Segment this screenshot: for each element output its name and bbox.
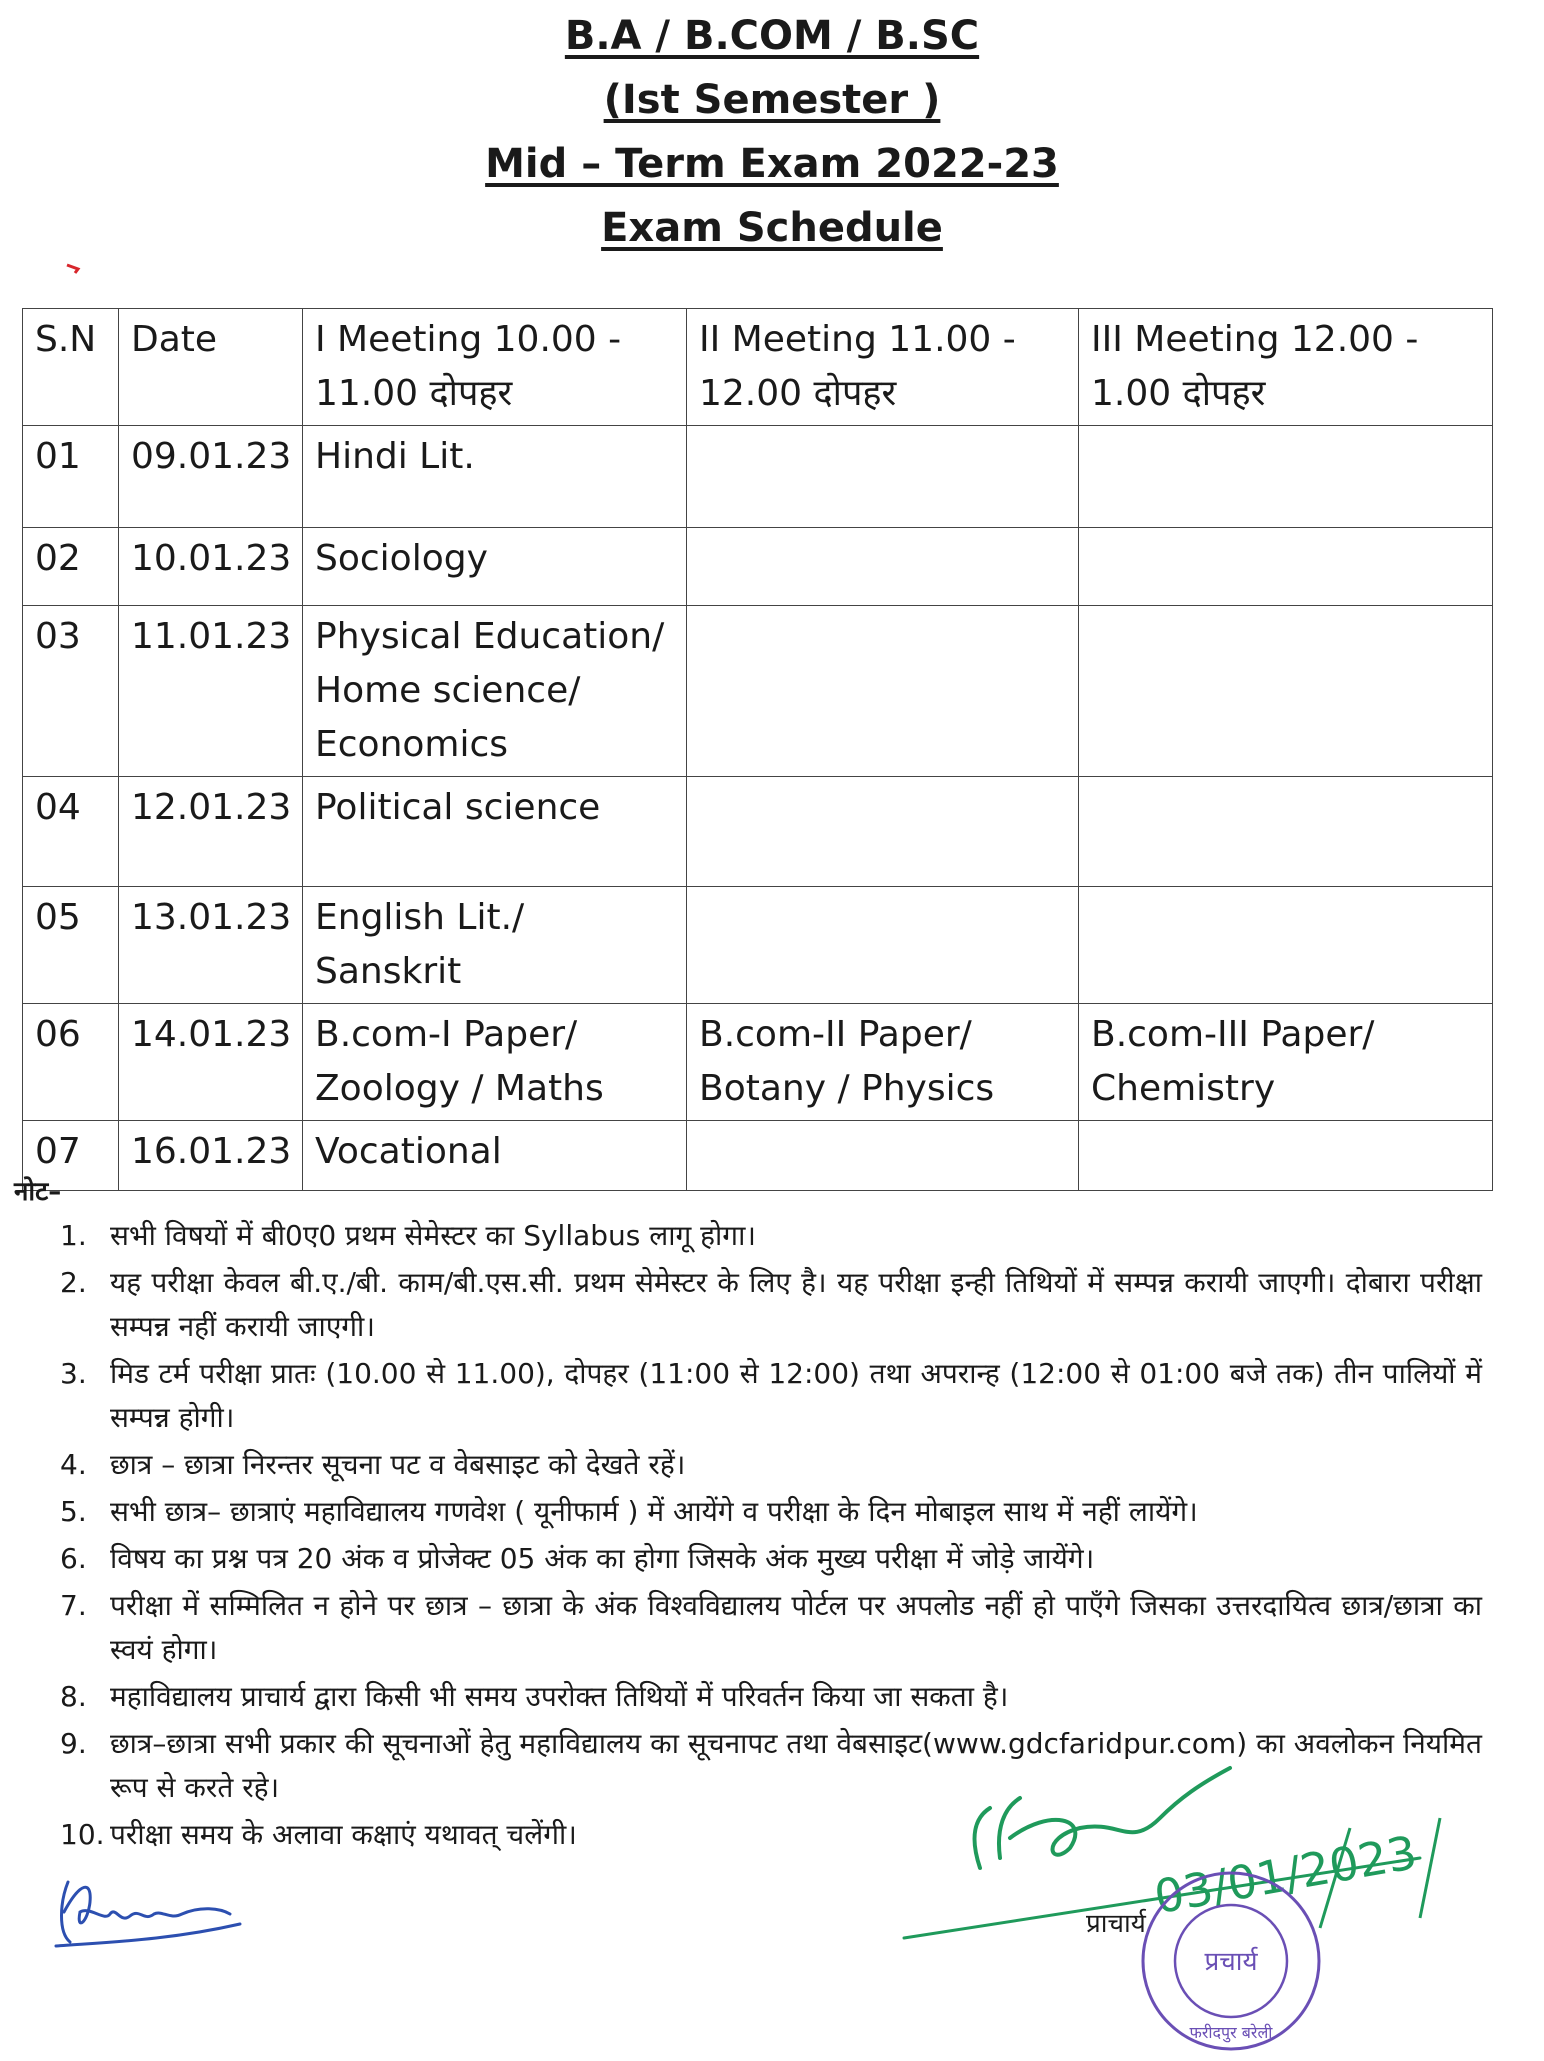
note-text: छात्र – छात्रा निरन्तर सूचना पट व वेबसाइट को देखते रहें। <box>110 1448 686 1481</box>
heading-exam: Mid – Term Exam 2022-23 <box>485 141 1059 187</box>
list-item <box>60 1443 1482 1487</box>
stamp-ring-text: फरीदपुर बरेली <box>1189 2023 1273 2042</box>
note-number: 10. <box>60 1818 105 1851</box>
cell-meeting-1: Political science <box>303 777 687 887</box>
table-row <box>23 426 1493 528</box>
note-number: 7. <box>60 1589 87 1622</box>
note-number: 4. <box>60 1448 87 1481</box>
note-number: 5. <box>60 1495 87 1528</box>
notes-title: नोट– <box>14 1177 62 1207</box>
cell-sn: 07 <box>23 1121 119 1191</box>
cell-meeting-2 <box>687 426 1079 528</box>
cell-meeting-1: Hindi Lit. <box>303 426 687 528</box>
cell-sn: 03 <box>23 606 119 777</box>
cell-sn: 05 <box>23 887 119 1004</box>
cell-meeting-3: B.com-III Paper/ Chemistry <box>1079 1004 1493 1121</box>
cell-meeting-3 <box>1079 777 1493 887</box>
table-row <box>23 887 1493 1004</box>
cell-sn: 01 <box>23 426 119 528</box>
table-row <box>23 1121 1493 1191</box>
cell-meeting-2 <box>687 887 1079 1004</box>
table-row <box>23 777 1493 887</box>
cell-sn: 06 <box>23 1004 119 1121</box>
cell-meeting-2: B.com-II Paper/ Botany / Physics <box>687 1004 1079 1121</box>
cell-date: 16.01.23 <box>119 1121 303 1191</box>
cell-meeting-2 <box>687 1121 1079 1191</box>
cell-meeting-2 <box>687 606 1079 777</box>
stamp-center-text: प्रचार्य <box>1204 1947 1258 1977</box>
cell-date: 13.01.23 <box>119 887 303 1004</box>
document-heading <box>0 4 1544 260</box>
note-number: 6. <box>60 1542 87 1575</box>
note-text: सभी विषयों में बी0ए0 प्रथम सेमेस्टर का Syllabus लागू होगा। <box>110 1219 756 1252</box>
cell-meeting-2 <box>687 777 1079 887</box>
list-item <box>60 1584 1482 1672</box>
heading-schedule: Exam Schedule <box>601 205 943 251</box>
list-item <box>60 1537 1482 1581</box>
cell-meeting-3 <box>1079 426 1493 528</box>
note-text: विषय का प्रश्न पत्र 20 अंक व प्रोजेक्ट 05 अंक का होगा जिसके अंक मुख्य परीक्षा में जोड़े जायेंगे। <box>110 1542 1095 1575</box>
note-text: परीक्षा समय के अलावा कक्षाएं यथावत् चलेंगी। <box>110 1818 577 1851</box>
note-text: मिड टर्म परीक्षा प्रातः (10.00 से 11.00), दोपहर (11:00 से 12:00) तथा अपरान्ह (12:00 से 01:00 बजे तक) तीन पालियों में सम्पन्न होगी। <box>110 1357 1482 1434</box>
note-number: 8. <box>60 1680 87 1713</box>
list-item <box>60 1490 1482 1534</box>
principal-label: प्राचार्य <box>1086 1909 1146 1939</box>
cell-meeting-1: B.com-I Paper/ Zoology / Maths <box>303 1004 687 1121</box>
table-row <box>23 1004 1493 1121</box>
note-number: 1. <box>60 1219 87 1252</box>
note-text: सभी छात्र– छात्राएं महाविद्यालय गणवेश ( यूनीफार्म ) में आयेंगे व परीक्षा के दिन मोबाइल साथ में नहीं लायेंगे। <box>110 1495 1198 1528</box>
cell-sn: 04 <box>23 777 119 887</box>
cell-sn: 02 <box>23 528 119 606</box>
cell-meeting-1: Sociology <box>303 528 687 606</box>
cell-date: 09.01.23 <box>119 426 303 528</box>
cell-meeting-1: Physical Education/ Home science/ Economics <box>303 606 687 777</box>
table-header-row <box>23 309 1493 426</box>
cell-meeting-3 <box>1079 1121 1493 1191</box>
note-number: 9. <box>60 1727 87 1760</box>
cell-date: 11.01.23 <box>119 606 303 777</box>
cell-date: 10.01.23 <box>119 528 303 606</box>
column-header-sn: S.N <box>23 309 119 426</box>
cell-meeting-3 <box>1079 528 1493 606</box>
note-number: 3. <box>60 1357 87 1390</box>
cell-date: 12.01.23 <box>119 777 303 887</box>
column-header-meeting-3: III Meeting 12.00 - 1.00 दोपहर <box>1079 309 1493 426</box>
table-row <box>23 528 1493 606</box>
heading-semester: (Ist Semester ) <box>603 77 941 123</box>
list-item <box>60 1214 1482 1258</box>
red-mark <box>66 262 82 280</box>
cell-meeting-1: English Lit./ Sanskrit <box>303 887 687 1004</box>
heading-programs: B.A / B.COM / B.SC <box>564 13 980 59</box>
cell-meeting-1: Vocational <box>303 1121 687 1191</box>
left-signature <box>50 1862 250 1957</box>
note-text: छात्र–छात्रा सभी प्रकार की सूचनाओं हेतु महाविद्यालय का सूचनापट तथा वेबसाइट(www.gdcfaridpur.com) का अवलोकन नियमित रूप से करते रहे। <box>110 1727 1482 1804</box>
cell-meeting-3 <box>1079 606 1493 777</box>
note-text: परीक्षा में सम्मिलित न होने पर छात्र – छात्रा के अंक विश्वविद्यालय पोर्टल पर अपलोड नहीं हो पाएँगे जिसका उत्तरदायित्व छात्र/छात्रा का स्वयं होगा। <box>110 1589 1482 1666</box>
list-item <box>60 1675 1482 1719</box>
cell-meeting-2 <box>687 528 1079 606</box>
note-number: 2. <box>60 1266 87 1299</box>
column-header-meeting-1: I Meeting 10.00 - 11.00 दोपहर <box>303 309 687 426</box>
college-stamp <box>1136 1866 1326 2061</box>
column-header-date: Date <box>119 309 303 426</box>
cell-date: 14.01.23 <box>119 1004 303 1121</box>
list-item <box>60 1261 1482 1349</box>
note-text: महाविद्यालय प्राचार्य द्वारा किसी भी समय उपरोक्त तिथियों में परिवर्तन किया जा सकता है। <box>110 1680 1009 1713</box>
cell-meeting-3 <box>1079 887 1493 1004</box>
exam-schedule-table <box>22 308 1493 1191</box>
note-text: यह परीक्षा केवल बी.ए./बी. काम/बी.एस.सी. प्रथम सेमेस्टर के लिए है। यह परीक्षा इन्ही तिथियों में सम्पन्न करायी जाएगी। दोबारा परीक्षा सम्पन्न नहीं करायी जाएगी। <box>110 1266 1482 1343</box>
list-item <box>60 1352 1482 1440</box>
signature-date: 03/01/2023 <box>1150 1825 1421 1925</box>
column-header-meeting-2: II Meeting 11.00 - 12.00 दोपहर <box>687 309 1079 426</box>
table-row <box>23 606 1493 777</box>
